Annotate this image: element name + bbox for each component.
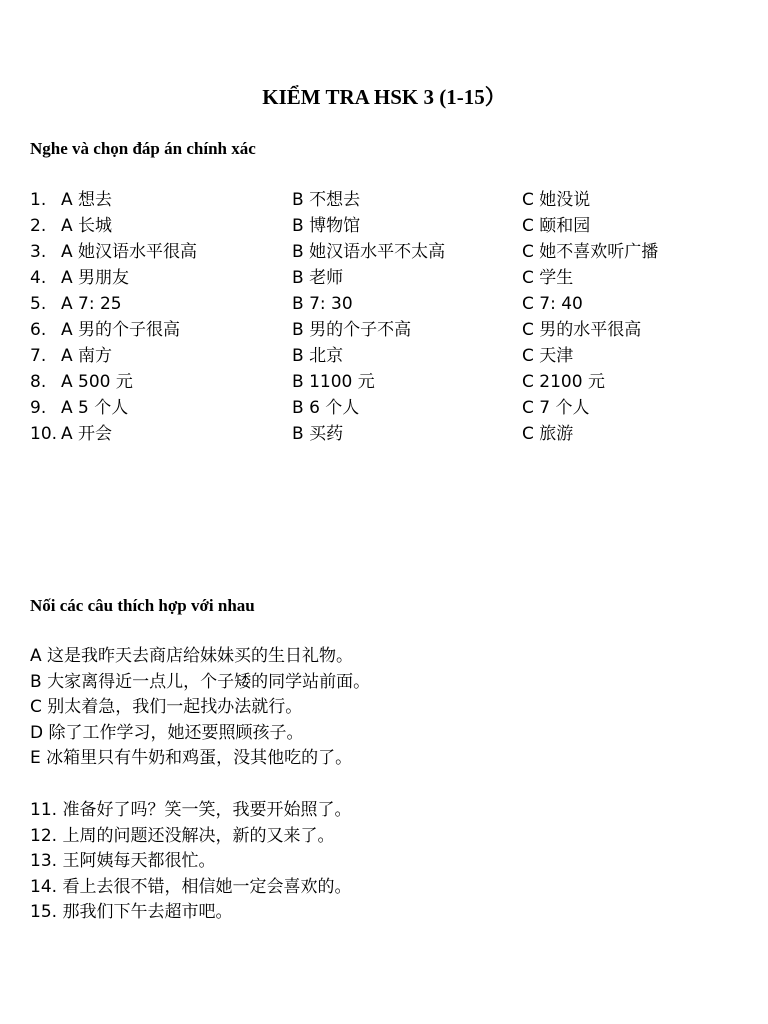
option-b: B 北京 [292,346,344,366]
option-b: B 她汉语水平不太高 [292,242,446,262]
question-number: 4. [30,268,47,288]
option-c: C 2100 元 [522,372,605,392]
option-b: B 男的个子不高 [292,320,412,340]
option-a: A 开会 [61,424,113,444]
matching-question-line: 14. 看上去很不错，相信她一定会喜欢的。 [30,876,352,897]
question-number: 5. [30,294,47,314]
question-row [30,317,750,343]
question-row [30,239,750,265]
option-b: B 不想去 [292,190,361,210]
statement-line: A 这是我昨天去商店给妹妹买的生日礼物。 [30,646,354,666]
option-c: C 男的水平很高 [522,320,642,340]
question-row [30,343,750,369]
option-a: A 7: 25 [61,294,122,314]
matching-question-line: 13. 王阿姨每天都很忙。 [30,851,216,872]
option-a: A 她汉语水平很高 [61,242,198,262]
question-number: 3. [30,242,47,262]
question-row [30,395,750,421]
question-number: 6. [30,320,47,340]
section-heading-listening: Nghe và chọn đáp án chính xác [30,139,256,158]
question-number: 2. [30,216,47,236]
question-number: 1. [30,190,47,210]
matching-statement-list [30,644,750,772]
statement-line: B 大家离得近一点儿，个子矮的同学站前面。 [30,671,371,692]
question-row [30,213,750,239]
option-a: A 男的个子很高 [61,320,181,340]
matching-question-line: 15. 那我们下午去超市吧。 [30,902,233,923]
matching-question-line: 11. 准备好了吗？笑一笑，我要开始照了。 [30,800,352,820]
page-title: KIỂM TRA HSK 3 (1-15） [262,85,506,109]
question-row [30,369,750,395]
option-a: A 长城 [61,216,113,236]
option-c: C 7 个人 [522,398,590,418]
option-a: A 想去 [61,190,113,210]
statement-line: D 除了工作学习，她还要照顾孩子。 [30,722,304,743]
question-row [30,291,750,317]
option-c: C 天津 [522,346,574,366]
option-c: C 颐和园 [522,216,591,236]
listening-question-list [30,187,750,447]
statement-line: E 冰箱里只有牛奶和鸡蛋，没其他吃的了。 [30,748,353,769]
question-row [30,421,750,447]
option-c: C 旅游 [522,424,574,444]
option-b: B 6 个人 [292,398,360,418]
question-number: 7. [30,346,47,366]
question-number: 10. [30,424,58,444]
option-b: B 老师 [292,268,344,288]
option-b: B 1100 元 [292,372,375,392]
question-row [30,187,750,213]
statement-line: C 别太着急，我们一起找办法就行。 [30,697,303,718]
section-heading-matching: Nối các câu thích hợp với nhau [30,596,255,615]
option-b: B 7: 30 [292,294,353,314]
option-a: A 5 个人 [61,398,129,418]
option-a: A 男朋友 [61,268,130,288]
option-a: A 500 元 [61,372,133,392]
question-number: 8. [30,372,47,392]
option-c: C 7: 40 [522,294,583,314]
question-number: 9. [30,398,47,418]
option-b: B 博物馆 [292,216,361,236]
question-row [30,265,750,291]
matching-question-line: 12. 上周的问题还没解决，新的又来了。 [30,825,335,846]
option-b: B 买药 [292,424,344,444]
option-c: C 她不喜欢听广播 [522,242,659,262]
option-c: C 她没说 [522,190,591,210]
option-a: A 南方 [61,346,113,366]
matching-question-list [30,798,750,926]
option-c: C 学生 [522,268,574,288]
